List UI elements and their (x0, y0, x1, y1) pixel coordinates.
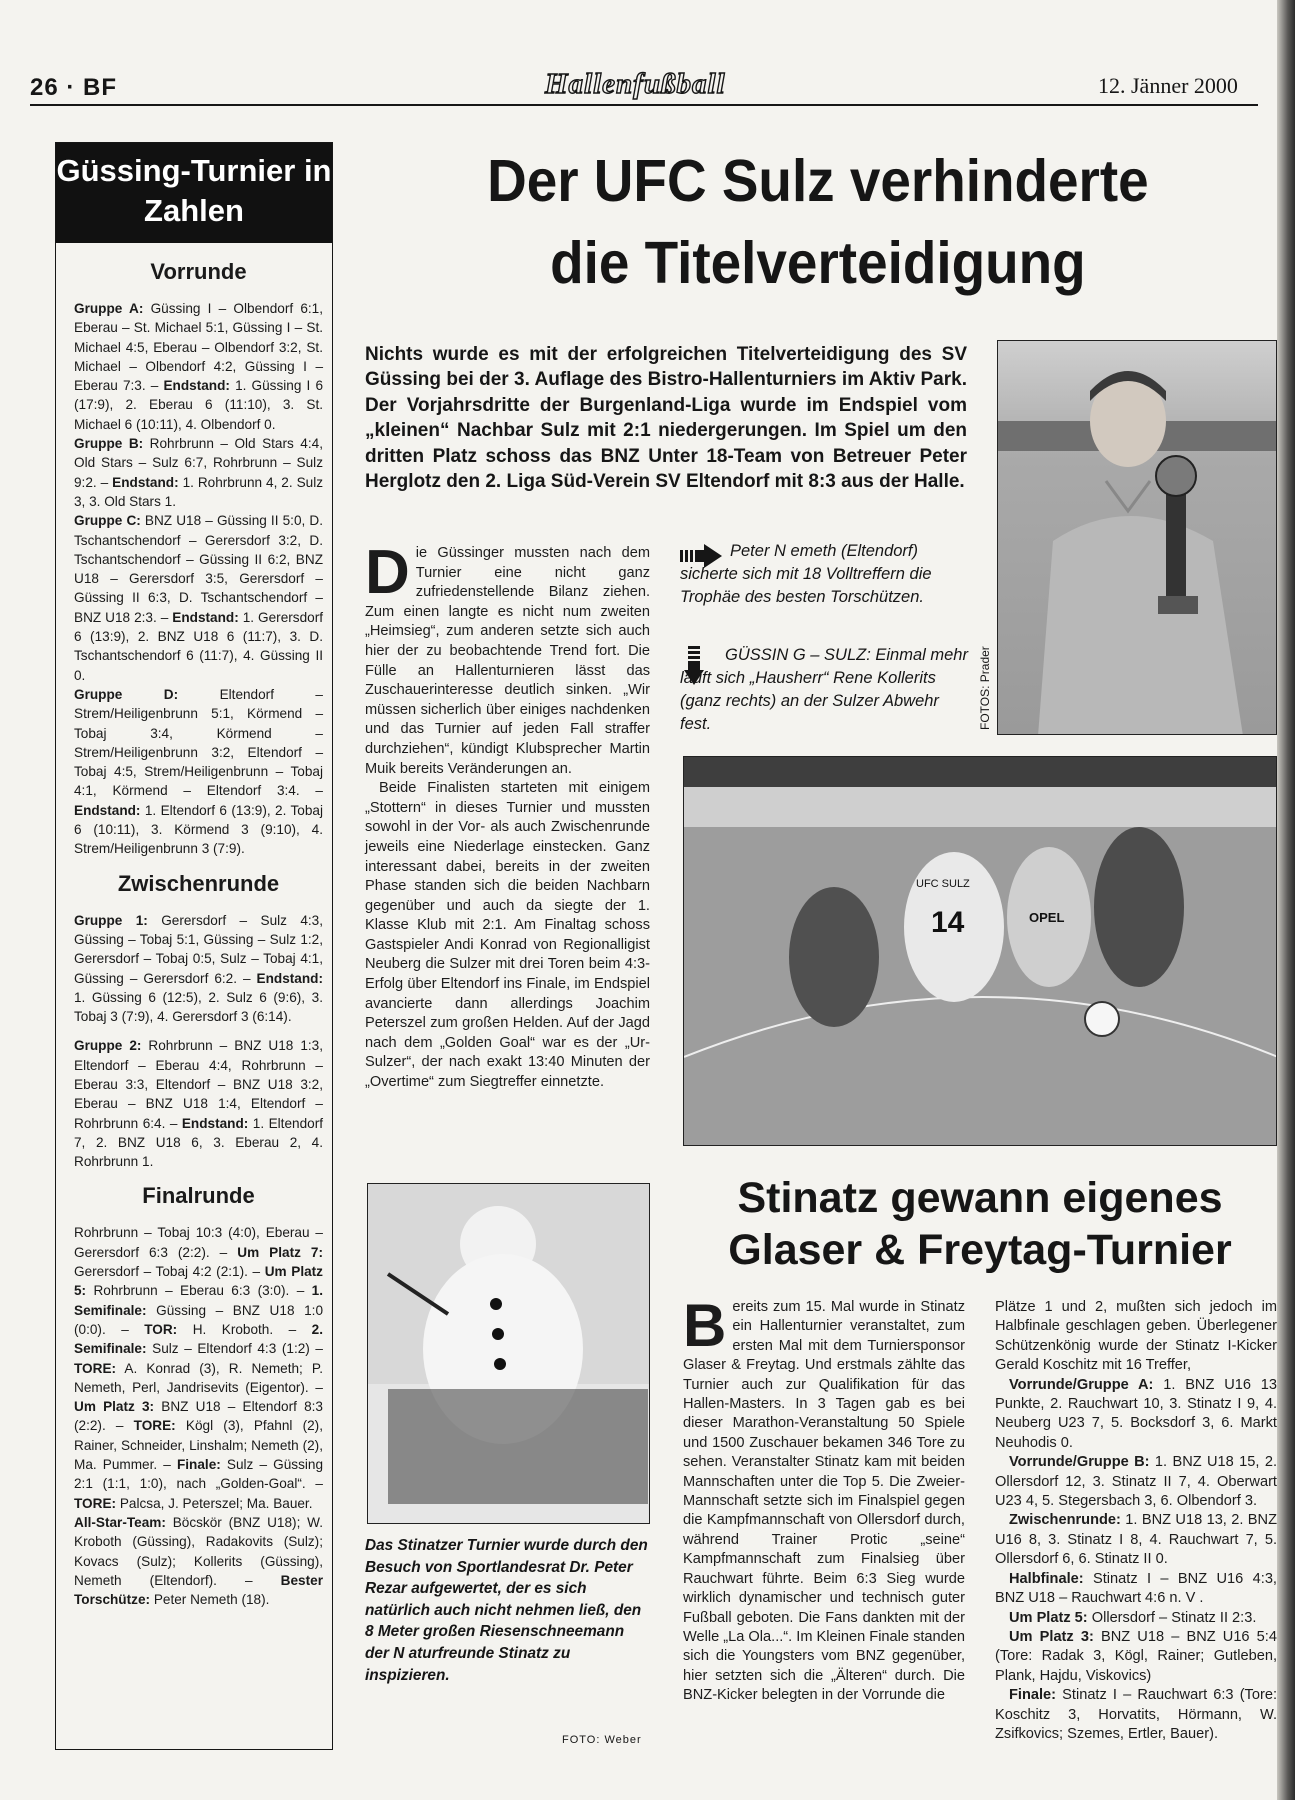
match-caption: GÜSSIN G – SULZ: Einmal mehr läuft sich „Hausherr“ Rene Kollerits (ganz rechts) an der Sulzer Abwehr fest. (680, 646, 968, 733)
photo-credit-weber: FOTO: Weber (562, 1734, 642, 1746)
match-photo (683, 756, 1277, 1146)
results-sidebar (55, 142, 333, 1750)
main-headline: Der UFC Sulz verhinderte die Titelverteidigung (487, 148, 1149, 296)
all-star-team: All-Star-Team: Böcskör (BNZ U18); W. Kroboth (Güssing), Radakovits (Sulz); Kovacs (Sulz); Kollerits (Güssing), Nemeth (Eltendorf). – Bester Torschütze: Peter Nemeth (18). (74, 1514, 323, 1608)
vorrunde-group-b: Gruppe B: Rohrbrunn – Old Stars 4:4, Old Stars – Sulz 6:7, Rohrbrunn – Sulz 9:2. – Endstand: 1. Rohrbrunn 4, 2. Sulz 3, 3. Old Stars 1. (74, 436, 324, 509)
finalrunde-results: Rohrbrunn – Tobaj 10:3 (4:0), Eberau – Gerersdorf 6:3 (2:2). – Um Platz 7: Gerersdorf – Tobaj 4:2 (2:1). – Um Platz 5: Rohrbrunn – Eberau 6:3 (3:0). – 1. Semifinale: Güssing – BNZ U18 1:0 (0:0). – TOR: H. Kroboth. – 2. Semifinale: Sulz – Eltendorf 4:3 (1:2) – TORE: A. Konrad (3), R. Nemeth; P. Nemeth, Perl, Jandrisevits (Eigentor). – Um Platz 3: BNZ U18 – Eltendorf 8:3 (2:2). – TORE: Kögl (3), Pfahnl (2), Rainer, Schneider, Linshalm; Nemeth (2), Ma. Pummer. – Finale: Sulz – Güssing 2:1 (1:1, 1:0), nach „Golden-Goal“. – TORE: Palcsa, J. Peterszel; Ma. Bauer. (74, 1225, 324, 1511)
nemeth-caption: Peter N emeth (Eltendorf) sicherte sich mit 18 Volltreffern die Trophäe des besten Torschützen. (680, 542, 932, 606)
finalrunde-heading: Finalrunde (142, 1183, 255, 1209)
stinatz-drop-cap: B (683, 1292, 727, 1359)
nemeth-photo (997, 340, 1277, 735)
vorrunde-group-a: Gruppe A: Güssing I – Olbendorf 6:1, Eberau – St. Michael 5:1, Güssing I – St. Michael 4:5, Eberau – Olbendorf 3:2, St. Michael – Olbendorf 4:2, Güssing I – Eberau 7:3. – Endstand: 1. Güssing I 6 (17:9), 2. Eberau 6 (11:10), 3. St. Michael 6 (10:11), 4. Olbendorf 0. (74, 301, 324, 432)
page-number: 26 · BF (30, 74, 118, 101)
stinatz-results: Plätze 1 und 2, mußten sich jedoch im Halbfinale geschlagen geben. Überlegener Schützenkönig wurde der Stinatz I-Kicker Gerald Koschitz mit 16 Treffer, Vorrunde/Gruppe A: 1. BNZ U16 13 Punkte, 2. Rauchwart 10, 3. Stinatz I 9, 4. Neuberg U23 7, 5. Bocksdorf 3, 6. Markt Neuhodis 0. Vorrunde/Gruppe B: 1. BNZ U18 15, 2. Ollersdorf 12, 3. Stinatz II 7, 4. Oberwart U23 4, 5. Stegersbach 3, 6. Olbendorf 3. Zwischenrunde: 1. BNZ U18 13, 2. BNZ U16 8, 3. Stinatz I 8, 4. Rauchwart 7, 5. Ollersdorf 6, 6. Stinatz II 0. Halbfinale: Stinatz I – BNZ U16 4:3, BNZ U18 – Rauchwart 4:6 n. V . Um Platz 5: Ollersdorf – Stinatz II 2:3. Um Platz 3: BNZ U18 – BNZ U16 5:4 (Tore: Radak 3, Kögl, Rainer; Gutleben, Plank, Hajdu, Viskovics) Finale: Stinatz I – Rauchwart 6:3 (Tore: Koschitz 3, Horvatits, Hörmann, W. Zsifkovics; Szemes, Ertler, Bauer). (995, 1299, 1278, 1742)
sidebar-title: Güssing-Turnier in Zahlen (56, 143, 332, 243)
vorrunde-heading: Vorrunde (150, 259, 247, 284)
page-edge (1277, 0, 1295, 1800)
photo-credit-prader: FOTOS: Prader (978, 646, 992, 730)
issue-date: 12. Jänner 2000 (1098, 73, 1238, 98)
jersey-club: UFC SULZ (916, 878, 970, 890)
zwischenrunde-heading: Zwischenrunde (117, 870, 280, 896)
vorrunde-group-d: Gruppe D: Eltendorf – Strem/Heiligenbrunn 5:1, Körmend – Tobaj 3:4, Körmend – Strem/Heiligenbrunn 3:2, Eltendorf – Tobaj 4:5, Strem/Heiligenbrunn – Tobaj 4:1, Körmend – Eltendorf 3:4. – Endstand: 1. Eltendorf 6 (13:9), 2. Tobaj 6 (10:11), 3. Körmend 3 (9:10), 4. Strem/Heiligenbrunn 3 (7:9). (74, 686, 323, 857)
stinatz-body: Bereits zum 15. Mal wurde in Stinatz ein Hallenturnier veranstaltet, zum ersten Mal mit dem Turniersponsor Glaser & Freytag. Und erstmals zählte das Turnier auch zur Qualifikation für das Hallen-Masters. In 3 Tagen gab es bei dieser Marathon-Veranstaltung 50 Spiele und 1500 Zuschauer bekamen 346 Tore zu sehen. Veranstalter Stinatz kam mit beiden Mannschaften unter die Top 5. Die Zweier-Mannschaft setzte sich im Finalspiel gegen die Kampfmannschaft von Ollersdorf durch, während Trainer Protic „seine“ Kampfmannschaft zum Finalsieg über Rauchwart führte. Beim 6:3 Sieg wurde wirklich dynamischer und technisch guter Fußball geboten. Die Fans dankten mit der Welle „La Ola...“. Im Kleinen Finale standen sich die Youngsters vom BNZ gegenüber, hier setzten sich die „Älteren“ durch. Die BNZ-Kicker belegten in der Vorrunde die (683, 1292, 966, 1704)
article-body: Die Güssinger mussten nach dem Turnier eine nicht ganz zufriedenstellende Bilanz ziehen. Zum einen langte es nicht num zweiten „Heimsieg“, zum anderen setzte sich auch hier der zu beobachtende Trend fort. Die Fülle an Hallenturnieren lässt das Zuschauerinteresse deutlich sinken. „Wir müssen sicherlich über einiges nachdenken und das Turnier auf jeden Fall straffer durchziehen“, kündigt Klubsprecher Martin Muik bereits Veränderungen an. Beide Finalisten starteten mit einigem „Stottern“ in dieses Turnier und mussten sowohl in der Vor- als auch Zwischenrunde jeweils eine Niederlage einstecken. Ganz interessant dabei, bereits in der zweiten Phase standen sich die beiden Nachbarn gegenüber und auch da siegte der 1. Klasse Klub mit 2:1. Am Finaltag schoss Gastspieler Andi Konrad von Regionalligist Neuberg die Sulzer mit drei Toren beim 4:3-Erfolg über Eltendorf ins Finale, im Endspiel avancierte dann allerdings Joachim Peterszel zum großen Helden. Auf der Jagd nach dem „Golden Goal“ war es der „Ur-Sulzer“, der nach exakt 13:40 Minuten der „Overtime“ zum Siegtreffer einnetzte. (365, 544, 650, 1093)
sidebar-body (56, 243, 332, 1609)
lead-paragraph: Nichts wurde es mit der erfolgreichen Titelverteidigung des SV Güssing bei der 3. Auflage des Bistro-Hallenturniers im Aktiv Park. Der Vorjahrsdritte der Burgenland-Liga wurde im Endspiel vom „kleinen“ Nachbar Sulz mit 2:1 niedergerungen. Im Spiel um den dritten Platz schoss das BNZ Unter 18-Team von Betreuer Peter Herglotz den 2. Liga Süd-Verein SV Eltendorf mit 8:3 aus der Halle. (365, 344, 967, 493)
zwischenrunde-group-2: Gruppe 2: Rohrbrunn – BNZ U18 1:3, Eltendorf – Eberau 4:4, Rohrbrunn – Eberau 3:3, Eltendorf – BNZ U18 3:2, Eberau – BNZ U18 1:4, Eltendorf – Rohrbrunn 6:4. – Endstand: 1. Eltendorf 7, 2. BNZ U18 6, 3. Eberau 2, 4. Rohrbrunn 1. (74, 1038, 324, 1170)
snowman-caption: Das Stinatzer Turnier wurde durch den Besuch von Sportlandesrat Dr. Peter Rezar aufgewertet, der es sich natürlich auch nicht nehmen ließ, den 8 Meter großen Riesenschneemann der N aturfreunde Stinatz zu inspizieren. (365, 1537, 648, 1684)
vorrunde-group-c: Gruppe C: BNZ U18 – Güssing II 5:0, D. Tschantschendorf – Gerersdorf 3:2, D. Tschantschendorf – Güssing II 6:2, BNZ U18 – Gerersdorf 3:5, Gerersdorf – Güssing II 6:3, D. Tschantschendorf – BNZ U18 2:3. – Endstand: 1. Gerersdorf 6 (13:9), 2. BNZ U18 6 (11:7), 3. D. Tschantschendorf 6 (11:7), 4. Güssing II 0. (74, 513, 323, 683)
jersey-number: 14 (931, 906, 965, 939)
article-body-2: Beide Finalisten starteten mit einigem „Stottern“ in dieses Turnier und mussten sowohl in der Vor- als auch Zwischenrunde jeweils eine Niederlage einstecken. Ganz interessant dabei, bereits in der zweiten Phase standen sich die beiden Nachbarn gegenüber und auch da siegte der 1. Klasse Klub mit 2:1. Am Finaltag schoss Gastspieler Andi Konrad von Regionalligist Neuberg die Sulzer mit drei Toren beim 4:3-Erfolg über Eltendorf ins Finale, im Endspiel avancierte dann allerdings Joachim Peterszel zum großen Helden. Auf der Jagd nach dem „Golden Goal“ war es der „Ur-Sulzer“, der nach exakt 13:40 Minuten der „Overtime“ zum Siegtreffer einnetzte. (365, 780, 650, 1091)
second-headline: Stinatz gewann eigenes Glaser & Freytag-Turnier (728, 1174, 1232, 1274)
snowman-photo (367, 1183, 650, 1524)
zwischenrunde-group-1: Gruppe 1: Gerersdorf – Sulz 4:3, Güssing – Tobaj 5:1, Güssing – Sulz 1:2, Gerersdorf – Tobaj 0:5, Sulz – Tobaj 4:1, Güssing – Gerersdorf 6:2. – Endstand: 1. Güssing 6 (12:5), 2. Sulz 6 (9:6), 3. Tobaj 3 (7:9), 4. Gerersdorf 3 (6:14). (74, 912, 323, 1025)
header-rule (30, 104, 1258, 106)
section-title: Hallenfußball (545, 68, 726, 100)
drop-cap: D (365, 538, 410, 607)
jersey-sponsor: OPEL (1029, 910, 1065, 925)
